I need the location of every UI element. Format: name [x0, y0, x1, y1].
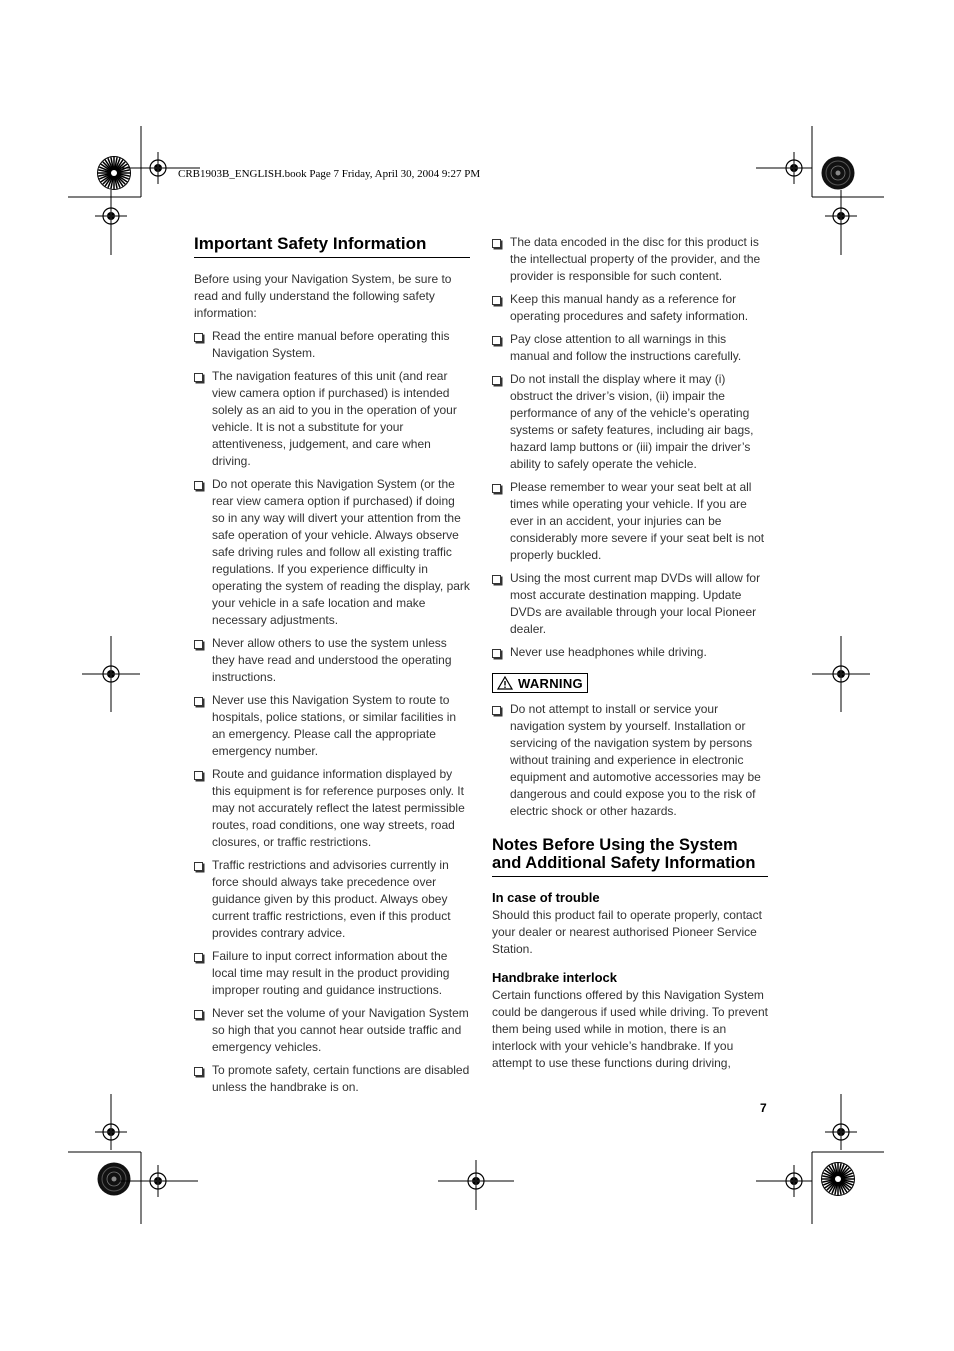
section-title-safety: Important Safety Information — [194, 234, 470, 258]
list-item-text: Failure to input correct information about the local time may result in the product providing improper routing and guidance instructions. — [212, 949, 450, 997]
list-item-text: Never allow others to use the system unless they have read and understood the operating instructions. — [212, 636, 452, 684]
list-item-text: To promote safety, certain functions are disabled unless the handbrake is on. — [212, 1063, 470, 1094]
checkbox-bullet-icon — [492, 649, 501, 658]
list-item-text: Never use headphones while driving. — [510, 645, 707, 659]
list-item — [194, 857, 470, 942]
safety-list-continued — [492, 234, 768, 661]
list-item — [194, 766, 470, 851]
list-item-text: Pay close attention to all warnings in this manual and follow the instructions carefully. — [510, 332, 742, 363]
list-item-text: Never set the volume of your Navigation System so high that you cannot hear outside traffic and emergency vehicles. — [212, 1006, 469, 1054]
section-title-notes: Notes Before Using the System and Additional Safety Information — [492, 837, 768, 877]
list-item — [492, 331, 768, 365]
left-column — [194, 234, 470, 1102]
checkbox-bullet-icon — [194, 481, 203, 490]
checkbox-bullet-icon — [492, 575, 501, 584]
list-item-text: Do not attempt to install or service your navigation system by yourself. Installation or servicing of the navigation system by persons without training and experience in electronic equipment and automotive accessories may be dangerous and could expose you to the risk of electric shock or other hazards. — [510, 702, 761, 818]
checkbox-bullet-icon — [194, 373, 203, 382]
trouble-heading: In case of trouble — [492, 890, 600, 905]
list-item — [492, 644, 768, 661]
list-item — [492, 291, 768, 325]
trouble-text: Should this product fail to operate properly, contact your dealer or nearest authorised Pioneer Service Station. — [492, 908, 762, 956]
list-item-text: The navigation features of this unit (and rear view camera option if purchased) is intended solely as an aid to you in the operation of your vehicle. It is not a substitute for your attentiveness, judgement, and care when driving. — [212, 369, 457, 468]
checkbox-bullet-icon — [194, 1010, 203, 1019]
list-item — [194, 368, 470, 470]
list-item-text: Keep this manual handy as a reference for operating procedures and safety information. — [510, 292, 749, 323]
list-item — [492, 701, 768, 820]
list-item — [492, 570, 768, 638]
checkbox-bullet-icon — [492, 239, 501, 248]
list-item-text: Please remember to wear your seat belt at all times while operating your vehicle. If you are ever in an accident, your injuries can be considerably more severe if your seat belt is not properly buckled. — [510, 480, 765, 562]
list-item — [492, 371, 768, 473]
handbrake-text: Certain functions offered by this Navigation System could be dangerous if used while driving. To prevent them being used while in motion, there is an interlock with your vehicle’s handbrake. If you attempt to use these functions during driving, — [492, 988, 768, 1070]
safety-list — [194, 328, 470, 1096]
list-item — [194, 476, 470, 629]
list-item-text: The data encoded in the disc for this product is the intellectual property of the provider, and the provider is responsible for such content. — [510, 235, 761, 283]
checkbox-bullet-icon — [492, 706, 501, 715]
safety-intro: Before using your Navigation System, be sure to read and fully understand the following safety information: — [194, 272, 452, 320]
warning-triangle-icon — [497, 676, 513, 690]
checkbox-bullet-icon — [492, 296, 501, 305]
list-item — [492, 234, 768, 285]
checkbox-bullet-icon — [194, 771, 203, 780]
list-item-text: Traffic restrictions and advisories currently in force should always take precedence over guidance given by this product. Always obey current traffic restrictions, even if this product provides contrary advice. — [212, 858, 451, 940]
list-item-text: Do not install the display where it may (i) obstruct the driver’s vision, (ii) impair the performance of any of the vehicle’s operating systems or safety features, including air bags, hazard lamp buttons or (iii) impair the driver’s ability to safely operate the vehicle. — [510, 372, 754, 471]
list-item — [194, 1062, 470, 1096]
checkbox-bullet-icon — [194, 862, 203, 871]
handbrake-heading: Handbrake interlock — [492, 970, 617, 985]
book-header-line: CRB1903B_ENGLISH.book Page 7 Friday, April 30, 2004 9:27 PM — [178, 168, 481, 180]
checkbox-bullet-icon — [194, 697, 203, 706]
checkbox-bullet-icon — [194, 953, 203, 962]
list-item-text: Do not operate this Navigation System (or the rear view camera option if purchased) if doing so in any way will divert your attention from the safe operation of your vehicle. Always observe safe driving rules and follow all existing traffic regulations. If you experience difficulty in operating the system of reading the display, park your vehicle in a safe location and make necessary adjustments. — [212, 477, 470, 627]
warning-badge — [492, 673, 588, 693]
warning-label: WARNING — [518, 675, 583, 691]
list-item — [194, 1005, 470, 1056]
list-item-text: Never use this Navigation System to route to hospitals, police stations, or similar facilities in an emergency. Please call the appropriate emergency number. — [212, 693, 457, 758]
list-item — [194, 328, 470, 362]
list-item — [194, 692, 470, 760]
page-number: 7 — [760, 1101, 767, 1115]
checkbox-bullet-icon — [194, 333, 203, 342]
checkbox-bullet-icon — [194, 640, 203, 649]
list-item — [194, 635, 470, 686]
checkbox-bullet-icon — [492, 336, 501, 345]
list-item — [492, 479, 768, 564]
list-item — [194, 948, 470, 999]
warning-list — [492, 701, 768, 820]
checkbox-bullet-icon — [492, 376, 501, 385]
checkbox-bullet-icon — [492, 484, 501, 493]
list-item-text: Using the most current map DVDs will allow for most accurate destination mapping. Update DVDs are available through your local Pioneer dealer. — [510, 571, 761, 636]
right-column — [492, 234, 768, 1072]
checkbox-bullet-icon — [194, 1067, 203, 1076]
list-item-text: Route and guidance information displayed by this equipment is for reference purposes only. It may not accurately reflect the latest permissible routes, road conditions, one way streets, road closures, or traffic restrictions. — [212, 767, 465, 849]
list-item-text: Read the entire manual before operating this Navigation System. — [212, 329, 450, 360]
